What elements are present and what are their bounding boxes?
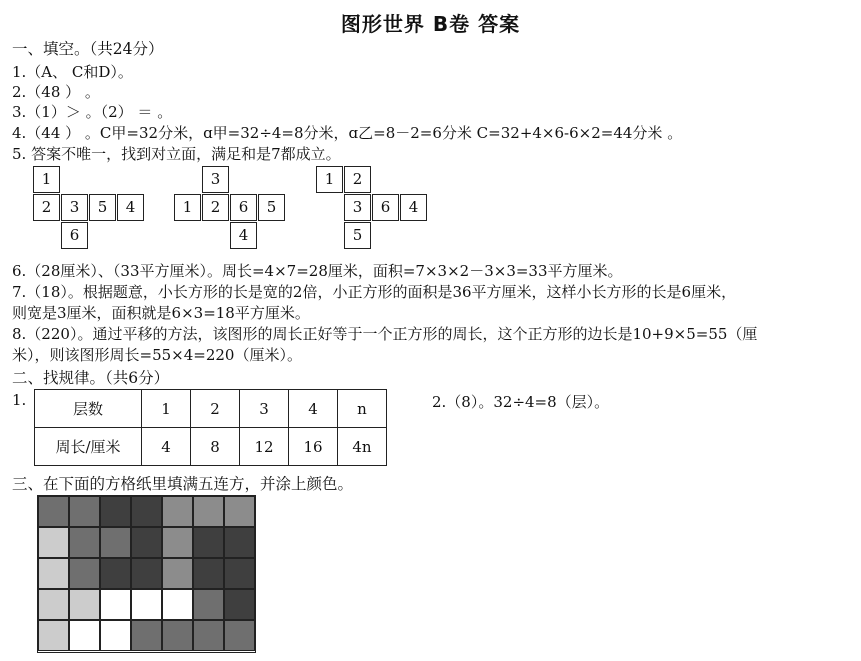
page-title: 图形世界 B卷 答案 [340, 12, 521, 36]
grid-cell [162, 496, 193, 527]
net-cell: 2 [344, 166, 371, 193]
table-cell: 12 [240, 428, 289, 466]
grid-cell [38, 496, 69, 527]
table-cell: 16 [289, 428, 338, 466]
grid-cell [224, 527, 255, 558]
pattern-table [34, 389, 387, 466]
grid-cell [224, 558, 255, 589]
net-cell: 4 [230, 222, 257, 249]
net-cell: 3 [344, 194, 371, 221]
grid-cell [162, 558, 193, 589]
grid-cell [100, 620, 131, 651]
table-cell: 4n [338, 428, 387, 466]
grid-cell [131, 496, 162, 527]
net-cell: 1 [174, 194, 201, 221]
grid-cell [193, 558, 224, 589]
net-cell: 5 [344, 222, 371, 249]
net-cell: 1 [316, 166, 343, 193]
table-cell: n [338, 390, 387, 428]
net-cell: 3 [202, 166, 229, 193]
grid-cell [100, 589, 131, 620]
section2-heading: 二、找规律。（共6分） [12, 369, 170, 387]
net-cell: 6 [230, 194, 257, 221]
table-row [35, 390, 387, 428]
grid-cell [69, 589, 100, 620]
net-cell: 2 [33, 194, 60, 221]
table-cell: 4 [289, 390, 338, 428]
table-cell: 2 [191, 390, 240, 428]
answer-q5: 5. 答案不唯一，找到对立面，满足和是7都成立。 [12, 145, 341, 163]
grid-cell [193, 620, 224, 651]
answer-q7-line2: 则宽是3厘米，面积就是6×3=18平方厘米。 [12, 304, 310, 322]
net-cell: 1 [33, 166, 60, 193]
section3-heading: 三、在下面的方格纸里填满五连方，并涂上颜色。 [12, 475, 354, 493]
table-cell: 3 [240, 390, 289, 428]
grid-cell [131, 558, 162, 589]
grid-cell [131, 620, 162, 651]
grid-cell [131, 527, 162, 558]
grid-cell [38, 527, 69, 558]
answer-q3: 3.（1）＞ 。（2） ＝ 。 [12, 103, 173, 121]
grid-cell [38, 620, 69, 651]
section1-heading: 一、填空。（共24分） [12, 40, 164, 58]
section2-q1-label: 1. [12, 391, 27, 409]
net-cell: 3 [61, 194, 88, 221]
net-cell: 5 [89, 194, 116, 221]
table-cell: 4 [142, 428, 191, 466]
section2-q2: 2.（8）。32÷4=8（层）。 [432, 393, 610, 411]
answer-q8-line2: 米），则该图形周长=55×4=220（厘米）。 [12, 346, 302, 364]
answer-q1: 1.（A、 C和D）。 [12, 63, 133, 81]
table-cell: 层数 [35, 390, 142, 428]
net-cell: 5 [258, 194, 285, 221]
answer-q4: 4.（44 ） 。C甲=32分米，ɑ甲=32÷4=8分米，ɑ乙=8－2=6分米 C=32+4×6-6×2=44分米 。 [12, 124, 683, 142]
answer-q7-line1: 7.（18）。根据题意，小长方形的长是宽的2倍，小正方形的面积是36平方厘米，这样小长方形的长是6厘米， [12, 283, 737, 301]
grid-cell [193, 496, 224, 527]
table-cell: 1 [142, 390, 191, 428]
net-cell: 4 [400, 194, 427, 221]
grid-cell [100, 527, 131, 558]
answer-q6: 6.（28厘米）、（33平方厘米）。周长=4×7=28厘米，面积=7×3×2－3×3=33平方厘米。 [12, 262, 623, 280]
table-row [35, 428, 387, 466]
grid-cell [162, 589, 193, 620]
grid-cell [193, 527, 224, 558]
table-cell: 周长/厘米 [35, 428, 142, 466]
net-cell: 6 [372, 194, 399, 221]
grid-cell [100, 558, 131, 589]
net-cell: 4 [117, 194, 144, 221]
answer-q8-line1: 8.（220）。通过平移的方法，该图形的周长正好等于一个正方形的周长，这个正方形的边长是10+9×5=55（厘 [12, 325, 758, 343]
table-cell: 8 [191, 428, 240, 466]
net-cell: 2 [202, 194, 229, 221]
grid-cell [38, 589, 69, 620]
grid-cell [162, 527, 193, 558]
grid-cell [100, 496, 131, 527]
grid-cell [224, 589, 255, 620]
grid-cell [224, 620, 255, 651]
grid-cell [38, 558, 69, 589]
grid-cell [131, 589, 162, 620]
grid-cell [69, 527, 100, 558]
net-cell: 6 [61, 222, 88, 249]
grid-cell [69, 496, 100, 527]
grid-cell [69, 558, 100, 589]
answer-q2: 2.（48 ） 。 [12, 83, 100, 101]
grid-cell [193, 589, 224, 620]
grid-cell [69, 620, 100, 651]
grid-cell [162, 620, 193, 651]
grid-cell [224, 496, 255, 527]
pentomino-grid [37, 495, 256, 653]
